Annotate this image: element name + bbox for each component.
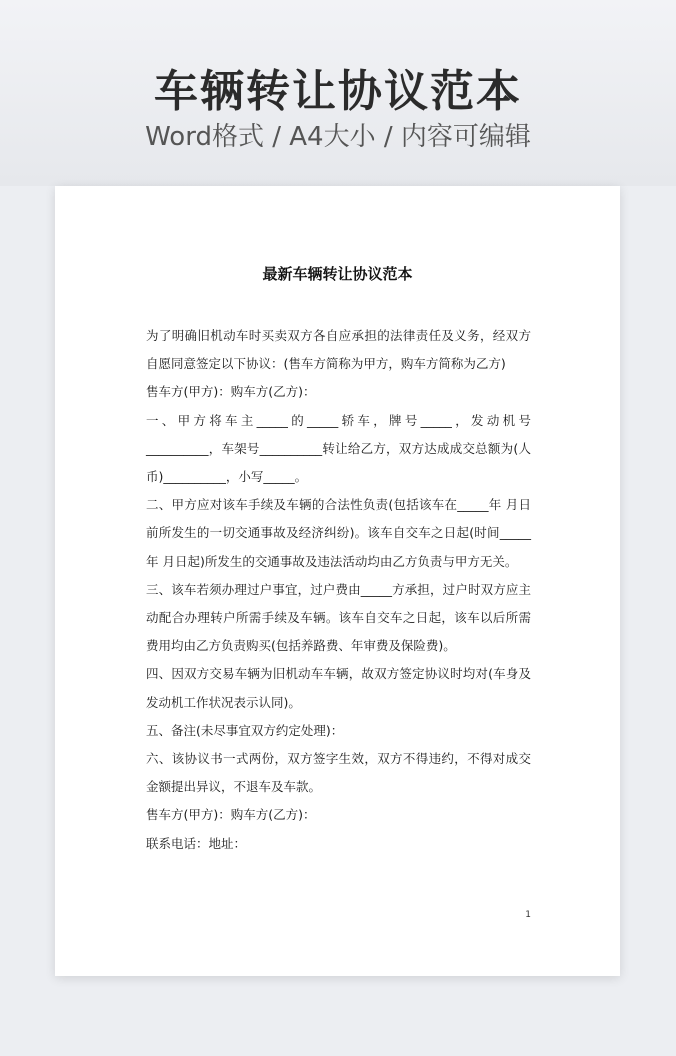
signature-line: 售车方(甲方)：购车方(乙方)：	[146, 807, 316, 823]
clause-4: 四、因双方交易车辆为旧机动车车辆，故双方签定协议时均对(车身及发动机工作状况表示认同)。	[146, 666, 531, 710]
clause-2: 二、甲方应对该车手续及车辆的合法性负责(包括该车在_____年 月日前所发生的一切交通事故及经济纠纷)。该车自交车之日起(时间_____年 月日起)所发生的交通事故及违法活动均由乙方负责与甲方无关。	[146, 497, 531, 569]
clause-1: 一、甲方将车主_____的_____轿车，牌号_____，发动机号__________，车架号__________转让给乙方，双方达成成交总额为(人币)__________，小写_____。	[146, 412, 531, 485]
clause-5: 五、备注(未尽事宜双方约定处理)：	[146, 722, 344, 738]
parties-line: 售车方(甲方)：购车方(乙方)：	[146, 384, 316, 400]
clause-3: 三、该车若须办理过户事宜，过户费由_____方承担，过户时双方应主动配合办理转户所需手续及车辆。该车自交车之日起，该车以后所需费用均由乙方负责购买(包括养路费、年审费及保险费)。	[146, 581, 531, 654]
document-page	[55, 186, 620, 976]
clause-6: 六、该协议书一式两份，双方签字生效，双方不得违约，不得对成交金额提出异议，不退车及车款。	[146, 751, 531, 795]
document-title: 最新车辆转让协议范本	[262, 265, 413, 283]
document-body	[146, 322, 531, 858]
contact-line: 联系电话：地址：	[146, 835, 247, 851]
header-banner	[0, 0, 676, 186]
banner-subtitle: Word格式 / A4大小 / 内容可编辑	[145, 122, 531, 152]
banner-title: 车辆转让协议范本	[154, 66, 522, 117]
page-number: 1	[525, 910, 531, 920]
intro-paragraph: 为了明确旧机动车时买卖双方各自应承担的法律责任及义务，经双方自愿同意签定以下协议：(售车方简称为甲方，购车方简称为乙方)	[146, 328, 531, 372]
